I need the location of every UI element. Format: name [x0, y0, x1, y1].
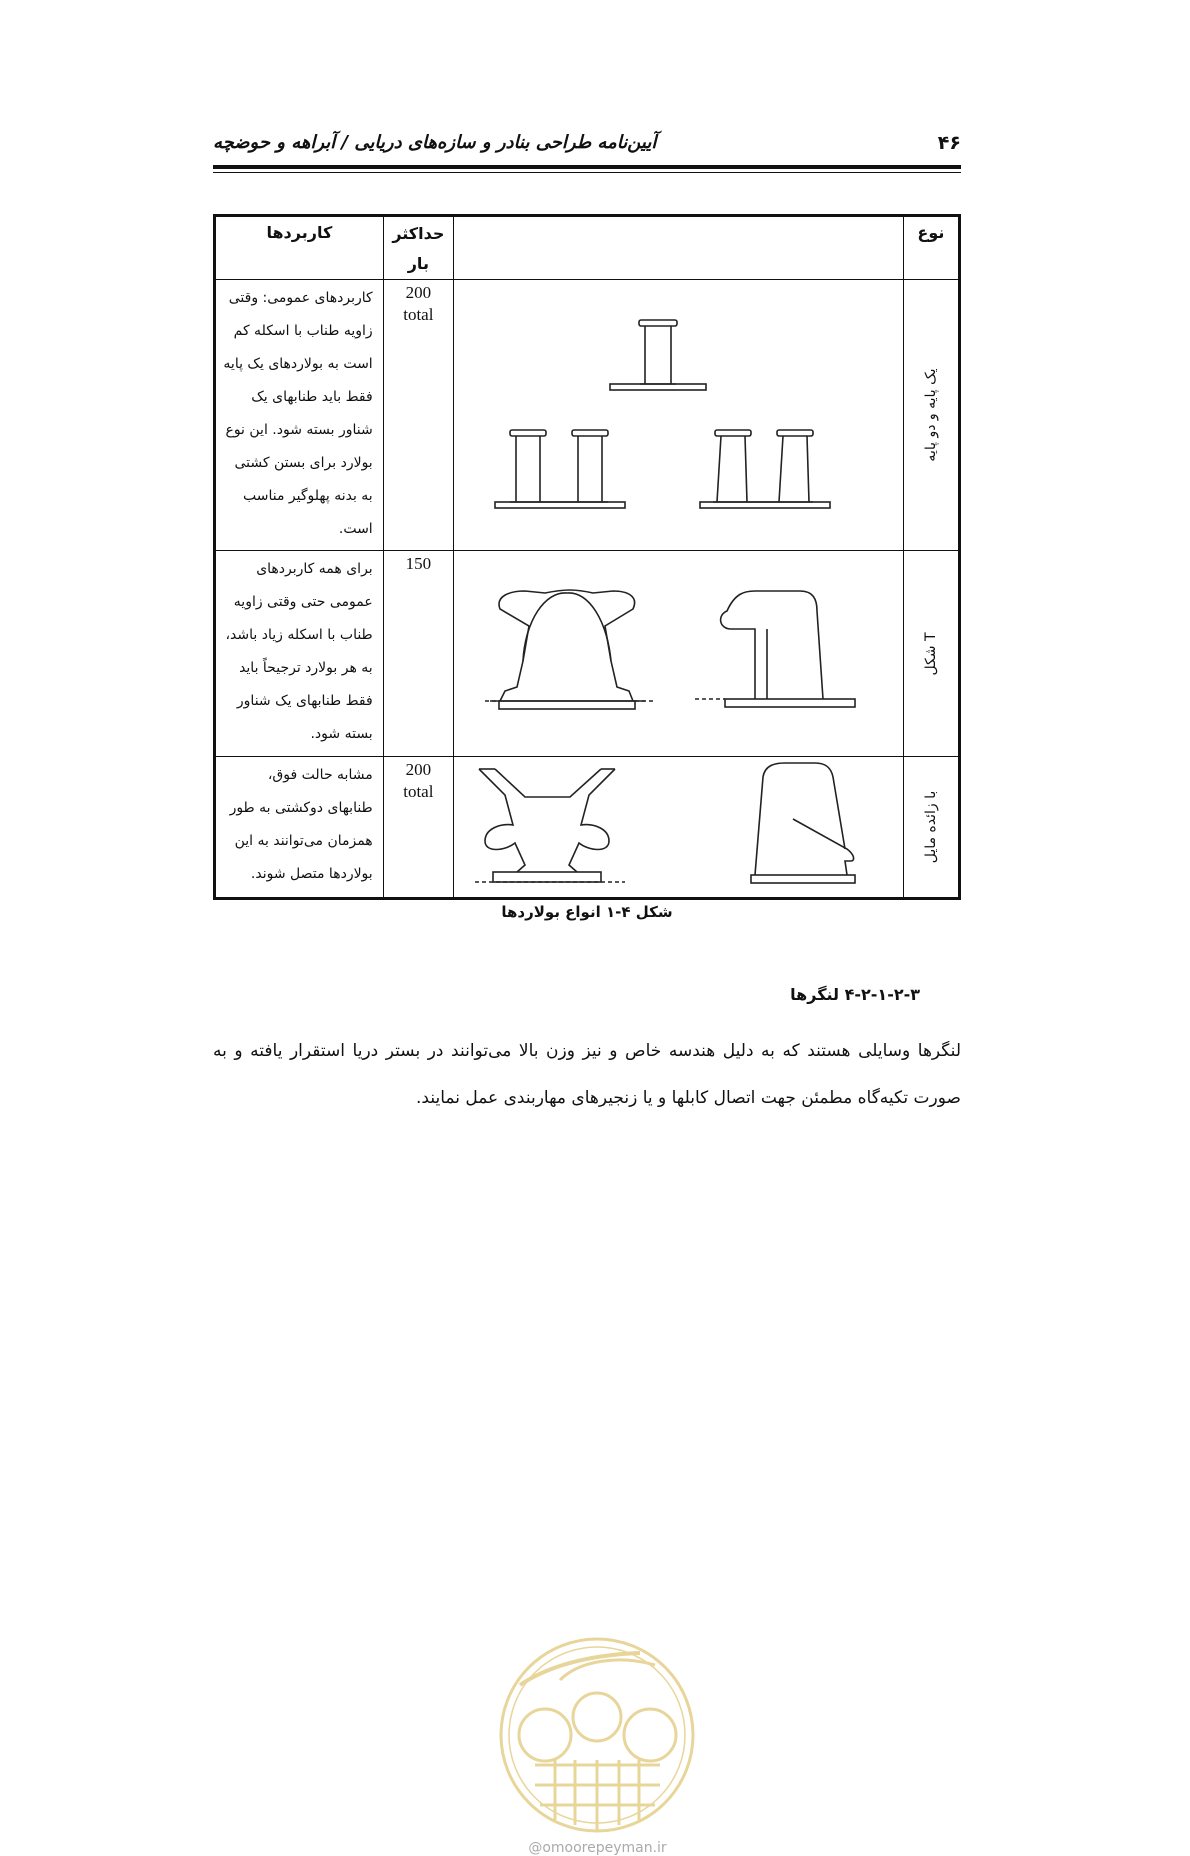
row1-applications: کاربردهای عمومی: وقتی زاویه طناب با اسکله کم است به بولاردهای یک پایه فقط باید طنابهای یک شناور بسته شود. این نوع بولارد برای بستن کشتی به بدنه پهلوگیر مناسب است.: [215, 280, 384, 551]
header-rule-thin: [213, 172, 961, 173]
row1-load: 200: [405, 283, 432, 302]
row2-applications: برای همه کاربردهای عمومی حتی وقتی زاویه طناب با اسکله زیاد باشد، به هر بولارد ترجیحاً باید فقط طنابهای یک شناور بسته شود.: [215, 551, 384, 757]
row3-load-unit: total: [403, 782, 434, 801]
row1-load-cell: [383, 280, 453, 551]
running-title: آیین‌نامه طراحی بنادر و سازه‌های دریایی / آبراهه و حوضچه: [213, 132, 657, 153]
row2-load: 150: [405, 554, 432, 573]
page-header: [213, 128, 961, 168]
single-double-bollard-drawing: [455, 280, 903, 550]
row3-type-cell: [903, 757, 959, 899]
row2-type: T شکل: [922, 631, 939, 676]
section-heading: ۴-۲-۱-۲-۳ لنگرها: [790, 985, 920, 1004]
row2-type-cell: [903, 551, 959, 757]
row2-load-cell: [383, 551, 453, 757]
row3-load: 200: [405, 760, 432, 779]
figure-caption: شکل ۴-۱ انواع بولاردها: [501, 903, 673, 921]
row1-figure: [453, 280, 903, 551]
table-row: [215, 551, 960, 757]
bollard-types-table: [213, 214, 961, 900]
watermark-logo: [490, 1625, 705, 1845]
row1-load-unit: total: [403, 305, 434, 324]
row2-figure: [453, 551, 903, 757]
body-paragraph: لنگرها وسایلی هستند که به دلیل هندسه خاص و نیز وزن بالا می‌توانند در بستر دریا استقرار یافته و به صورت تکیه‌گاه مطمئن جهت اتصال کابلها و یا زنجیرهای مهاربندی عمل نمایند.: [213, 1041, 961, 1108]
watermark-url: @omoorepeyman.ir: [528, 1840, 667, 1856]
header-figure: [453, 216, 903, 280]
t-head-bollard-drawing: [455, 551, 903, 756]
row3-type: با زائده مایل: [922, 790, 939, 864]
header-applications: کاربردها: [215, 216, 384, 280]
row1-type: یک پایه و دو پایه: [922, 368, 939, 462]
row3-load-cell: [383, 757, 453, 899]
header-rule-thick: [213, 165, 961, 169]
table-row: [215, 757, 960, 899]
row3-applications: مشابه حالت فوق، طنابهای دوکشتی به طور همزمان می‌توانند به این بولاردها متصل شوند.: [215, 757, 384, 899]
table-row: [215, 280, 960, 551]
header-max-load: حداکثر بار: [383, 216, 453, 280]
header-type: نوع: [903, 216, 959, 280]
row1-type-cell: [903, 280, 959, 551]
horned-bollard-drawing: [455, 757, 903, 897]
row3-figure: [453, 757, 903, 899]
page-number: ۴۶: [937, 132, 961, 154]
table-header-row: [215, 216, 960, 280]
